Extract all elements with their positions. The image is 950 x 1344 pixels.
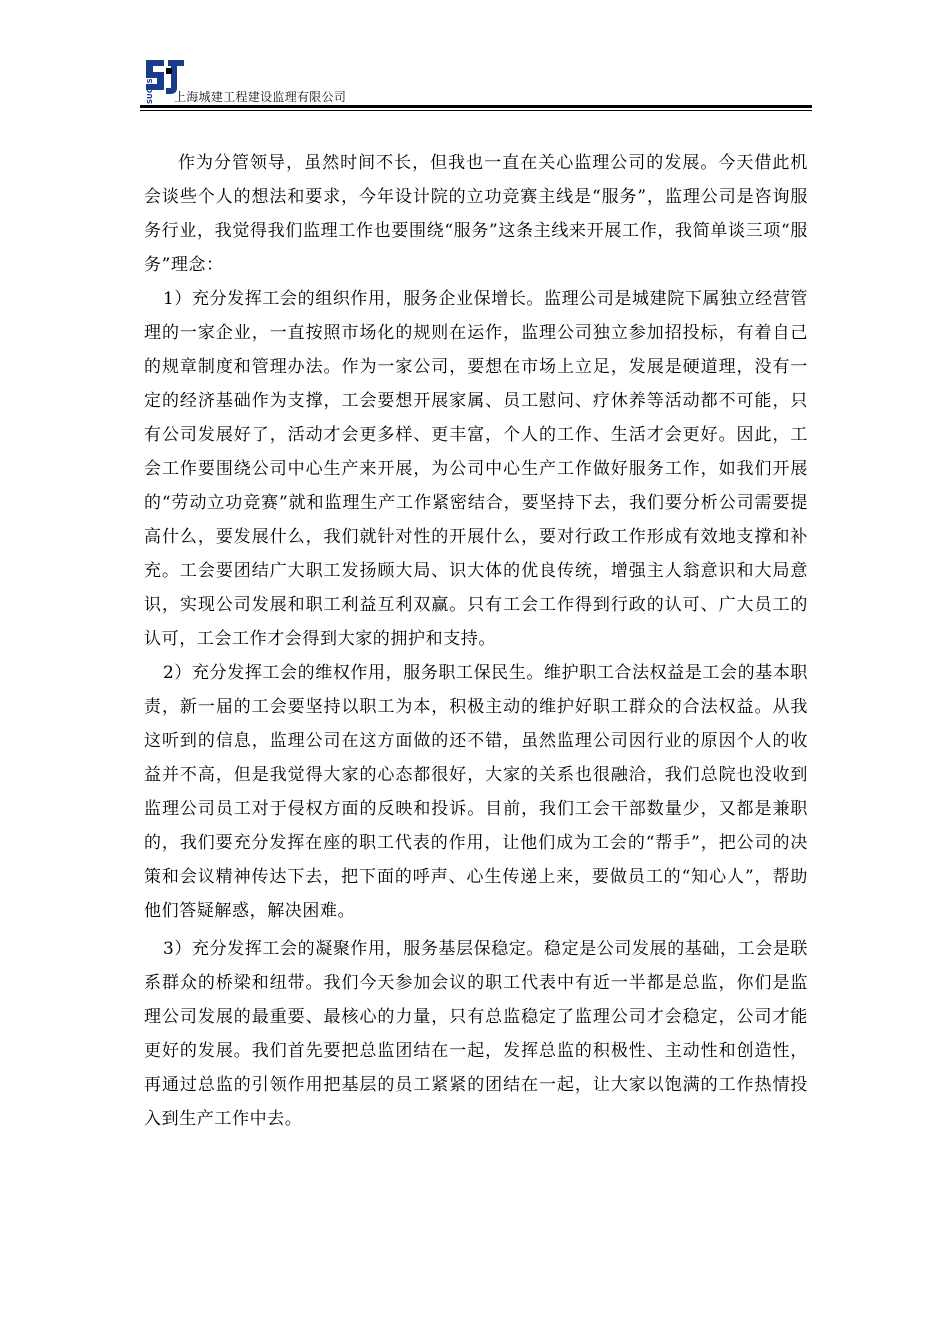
page-header [140,54,812,110]
point-3-paragraph: 3）充分发挥工会的凝聚作用，服务基层保稳定。稳定是公司发展的基础，工会是联系群众的桥梁和纽带。我们今天参加会议的职工代表中有近一半都是总监，你们是监理公司发展的最重要、最核心的力量，只有总监稳定了监理公司才会稳定，公司才能更好的发展。我们首先要把总监团结在一起，发挥总监的积极性、主动性和创造性，再通过总监的引领作用把基层的员工紧紧的团结在一起，让大家以饱满的工作热情投入到生产工作中去。 [144,939,809,1129]
document-body [144,146,808,1136]
point-2-paragraph: 2）充分发挥工会的维权作用，服务职工保民生。维护职工合法权益是工会的基本职责，新一届的工会要坚持以职工为本，积极主动的维护好职工群众的合法权益。从我这听到的信息，监理公司在这方面做的还不错，虽然监理公司因行业的原因个人的收益并不高，但是我觉得大家的心态都很好，大家的关系也很融洽，我们总院也没收到监理公司员工对于侵权方面的反映和投诉。目前，我们工会干部数量少，又都是兼职的，我们要充分发挥在座的职工代表的作用，让他们成为工会的“帮手”，把公司的决策和会议精神传达下去，把下面的呼声、心生传递上来，要做员工的“知心人”，帮助他们答疑解惑，解决困难。 [144,663,809,921]
intro-paragraph: 作为分管领导，虽然时间不长，但我也一直在关心监理公司的发展。今天借此机会谈些个人的想法和要求，今年设计院的立功竞赛主线是“服务”，监理公司是咨询服务行业，我觉得我们监理工作也要围绕“服务”这条主线来开展工作，我简单谈三项“服务”理念： [144,153,808,275]
logo-text: SUCES [146,78,154,104]
point-1-paragraph: 1）充分发挥工会的组织作用，服务企业保增长。监理公司是城建院下属独立经营管理的一家企业，一直按照市场化的规则在运作，监理公司独立参加招投标，有着自己的规章制度和管理办法。作为一家公司，要想在市场上立足，发展是硬道理，没有一定的经济基础作为支撑，工会要想开展家属、员工慰问、疗休养等活动都不可能，只有公司发展好了，活动才会更多样、更丰富，个人的工作、生活才会更好。因此，工会工作要围绕公司中心生产来开展，为公司中心生产工作做好服务工作，如我们开展的“劳动立功竞赛”就和监理生产工作紧密结合，要坚持下去，我们要分析公司需要提高什么，要发展什么，我们就针对性的开展什么，要对行政工作形成有效地支撑和补充。工会要团结广大职工发扬顾大局、识大体的优良传统，增强主人翁意识和大局意识，实现公司发展和职工利益互利双赢。只有工会工作得到行政的认可、广大员工的认可，工会工作才会得到大家的拥护和支持。 [144,289,809,649]
company-name: 上海城建工程建设监理有限公司 [174,90,347,104]
header-rule-thin [140,110,812,111]
header-rule-thick [140,105,812,108]
